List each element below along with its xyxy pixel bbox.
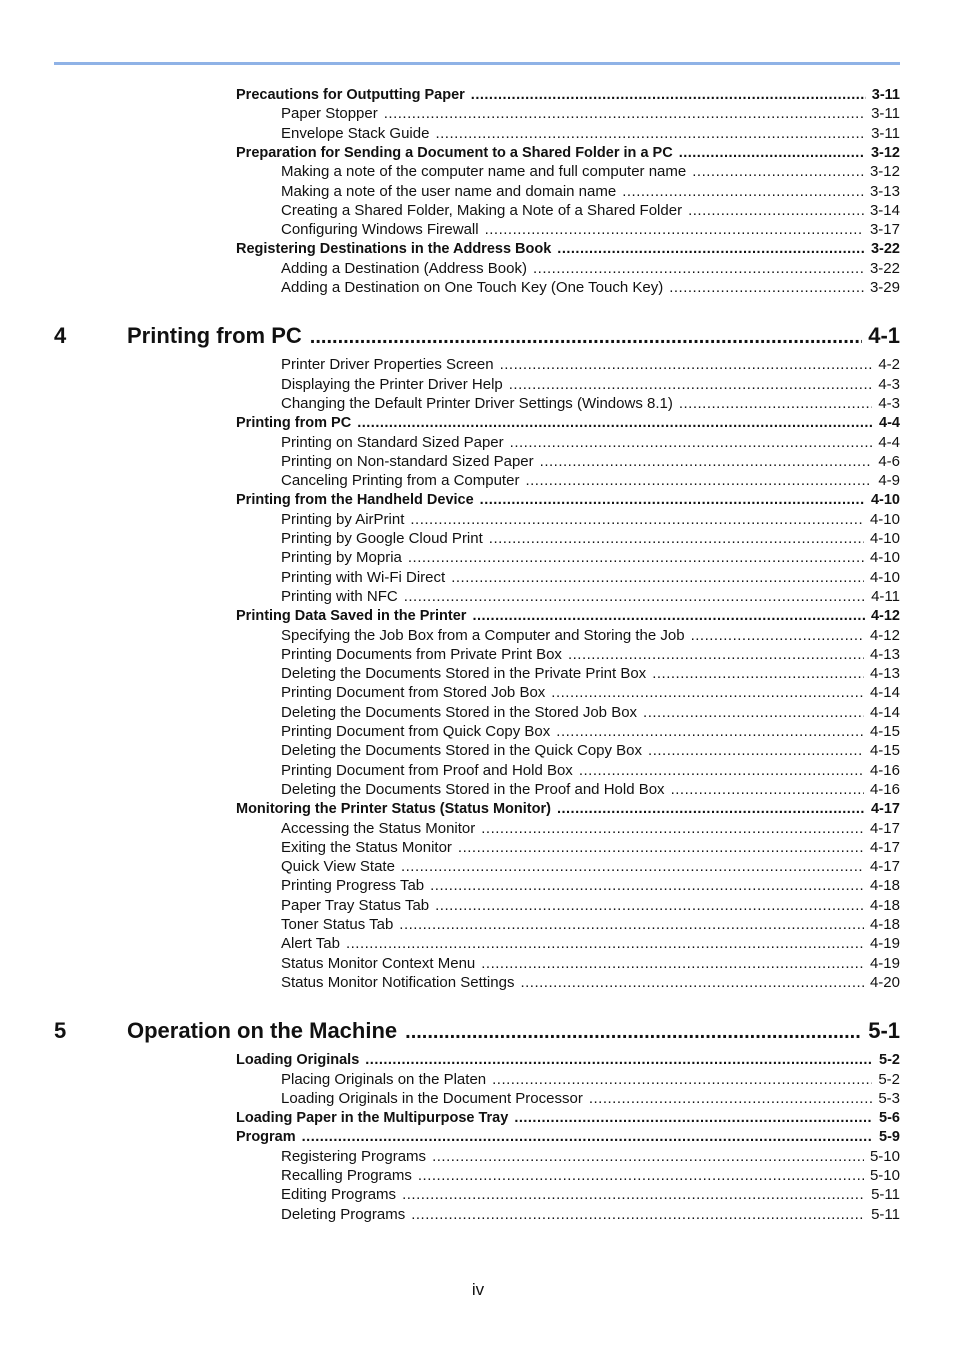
toc-subsection-entry[interactable] xyxy=(281,510,900,530)
entry-page: 4-4 xyxy=(879,415,900,432)
dot-leader xyxy=(432,1147,864,1167)
entry-page: 4-18 xyxy=(869,896,900,914)
dot-leader xyxy=(418,1166,864,1186)
toc-subsection-entry[interactable] xyxy=(281,761,900,781)
toc-subsection-entry[interactable] xyxy=(281,838,900,858)
page-number: iv xyxy=(471,1280,485,1299)
dot-leader xyxy=(514,1108,873,1128)
dot-leader xyxy=(622,182,864,202)
entry-title: Loading Paper in the Multipurpose Tray xyxy=(236,1110,509,1127)
entry-page: 3-11 xyxy=(871,87,900,103)
dot-leader xyxy=(692,162,864,182)
dot-leader xyxy=(691,626,864,646)
entry-title: Exiting the Status Monitor xyxy=(281,838,452,856)
entry-title: Printing from the Handheld Device xyxy=(236,492,474,509)
dot-leader xyxy=(557,239,865,259)
dot-leader xyxy=(481,819,864,839)
toc-subsection-entry[interactable] xyxy=(281,664,900,684)
entry-title: Printing by Mopria xyxy=(281,549,402,567)
toc-section-entry[interactable] xyxy=(236,1127,900,1147)
entry-page: 4-18 xyxy=(869,916,900,933)
dot-leader xyxy=(489,529,864,549)
entry-title: Adding a Destination (Address Book) xyxy=(281,259,527,277)
entry-title: Placing Originals on the Platen xyxy=(281,1070,487,1088)
dot-leader xyxy=(408,548,864,568)
entry-page: 3-13 xyxy=(869,182,900,200)
dot-leader xyxy=(533,259,864,279)
entry-page: 4-10 xyxy=(869,530,900,547)
entry-page: 4-12 xyxy=(869,626,900,644)
entry-page: 5-10 xyxy=(869,1147,900,1165)
entry-title: Registering Programs xyxy=(281,1147,427,1165)
toc-subsection-entry[interactable] xyxy=(281,201,900,221)
dot-leader xyxy=(509,375,873,395)
entry-title: Printing with NFC xyxy=(281,587,398,605)
dot-leader xyxy=(410,510,864,530)
dot-leader xyxy=(557,799,865,819)
dot-leader xyxy=(679,143,865,163)
entry-title: Quick View State xyxy=(281,858,395,876)
dot-leader xyxy=(411,1205,865,1225)
toc-subsection-entry[interactable] xyxy=(281,1185,900,1205)
entry-title: Printing by AirPrint xyxy=(281,510,405,528)
dot-leader xyxy=(589,1089,872,1109)
chapter-number: 4 xyxy=(54,323,67,349)
toc-subsection-entry[interactable] xyxy=(281,587,900,607)
entry-page: 3-12 xyxy=(870,144,900,161)
entry-page: 4-3 xyxy=(878,375,900,393)
entry-page: 4-13 xyxy=(869,665,900,683)
entry-page: 4-6 xyxy=(878,452,900,470)
entry-page: 3-14 xyxy=(869,201,900,219)
toc-section-entry[interactable] xyxy=(236,490,900,510)
dot-leader xyxy=(401,857,864,877)
entry-page: 5-6 xyxy=(879,1110,900,1127)
dot-leader xyxy=(302,1127,873,1147)
entry-page: 4-16 xyxy=(869,761,900,779)
entry-page: 4-18 xyxy=(869,877,900,895)
entry-title: Program xyxy=(236,1129,296,1146)
entry-page: 5-2 xyxy=(879,1052,900,1069)
dot-leader xyxy=(435,896,864,916)
entry-page: 4-3 xyxy=(878,394,900,412)
entry-title: Deleting the Documents Stored in the Quick Copy Box xyxy=(281,742,643,760)
entry-title: Displaying the Printer Driver Help xyxy=(281,375,503,393)
dot-leader xyxy=(671,780,864,800)
dot-leader xyxy=(492,1070,872,1090)
entry-page: 3-11 xyxy=(871,124,900,142)
entry-page: 4-2 xyxy=(878,356,900,374)
dot-leader xyxy=(669,278,864,298)
toc-subsection-entry[interactable] xyxy=(281,1205,900,1225)
toc-section-entry[interactable] xyxy=(236,1050,900,1070)
entry-page: 4-17 xyxy=(869,838,900,856)
dot-leader xyxy=(525,471,872,491)
entry-title: Changing the Default Printer Driver Settings (Windows 8.1) xyxy=(281,394,673,412)
entry-page: 4-20 xyxy=(869,973,900,991)
dot-leader xyxy=(435,124,865,144)
toc-subsection-entry[interactable] xyxy=(281,355,900,375)
dot-leader xyxy=(458,838,864,858)
dot-leader xyxy=(556,722,864,742)
entry-title: Printing on Non-standard Sized Paper xyxy=(281,452,534,470)
entry-title: Preparation for Sending a Document to a Shared Folder in a PC xyxy=(236,144,673,161)
entry-page: 3-22 xyxy=(869,259,900,277)
entry-title: Monitoring the Printer Status (Status Monitor) xyxy=(236,801,551,818)
dot-leader xyxy=(688,201,864,221)
entry-title: Printer Driver Properties Screen xyxy=(281,356,494,374)
dot-leader xyxy=(579,761,864,781)
entry-page: 4-10 xyxy=(869,568,900,586)
toc-subsection-entry[interactable] xyxy=(281,1166,900,1186)
toc-subsection-entry[interactable] xyxy=(281,1147,900,1167)
entry-title: Operation on the Machine xyxy=(127,1018,398,1044)
entry-title: Accessing the Status Monitor xyxy=(281,819,476,837)
entry-title: Loading Originals xyxy=(236,1052,360,1069)
entry-title: Making a note of the computer name and full computer name xyxy=(281,163,687,181)
entry-title: Envelope Stack Guide xyxy=(281,124,430,142)
dot-leader xyxy=(384,104,865,124)
entry-page: 4-14 xyxy=(869,703,900,721)
entry-page: 4-4 xyxy=(878,433,900,451)
entry-page: 4-13 xyxy=(869,645,900,663)
dot-leader xyxy=(399,915,864,935)
dot-leader xyxy=(500,355,873,375)
entry-title: Printing Document from Stored Job Box xyxy=(281,684,546,702)
toc-subsection-entry[interactable] xyxy=(281,568,900,588)
dot-leader xyxy=(451,568,864,588)
entry-title: Printing with Wi-Fi Direct xyxy=(281,568,446,586)
toc-section-entry[interactable] xyxy=(236,606,900,626)
dot-leader xyxy=(310,322,862,351)
dot-leader xyxy=(365,1050,873,1070)
dot-leader xyxy=(481,954,864,974)
entry-page: 4-12 xyxy=(870,608,900,625)
toc-subsection-entry[interactable] xyxy=(281,278,900,298)
entry-title: Printing Documents from Private Print Box xyxy=(281,645,562,663)
entry-page: 4-11 xyxy=(871,587,900,605)
entry-page: 4-9 xyxy=(878,472,900,490)
dot-leader xyxy=(652,664,864,684)
entry-title: Printing Data Saved in the Printer xyxy=(236,608,467,625)
toc-subsection-entry[interactable] xyxy=(281,915,900,935)
entry-title: Loading Originals in the Document Processor xyxy=(281,1089,583,1107)
toc-section-entry[interactable] xyxy=(236,85,900,105)
toc-subsection-entry[interactable] xyxy=(281,819,900,839)
entry-title: Paper Stopper xyxy=(281,105,378,123)
dot-leader xyxy=(402,1185,865,1205)
entry-title: Printing Document from Proof and Hold Box xyxy=(281,761,573,779)
toc-section-entry[interactable] xyxy=(236,143,900,163)
entry-title: Deleting the Documents Stored in the Private Print Box xyxy=(281,665,647,683)
entry-title: Deleting the Documents Stored in the Proof and Hold Box xyxy=(281,780,665,798)
dot-leader xyxy=(648,741,864,761)
toc-section-entry[interactable] xyxy=(236,239,900,259)
toc-subsection-entry[interactable] xyxy=(281,934,900,954)
entry-page: 4-15 xyxy=(869,723,900,740)
entry-page: 4-19 xyxy=(869,935,900,953)
toc-section-entry[interactable] xyxy=(236,1108,900,1128)
toc-subsection-entry[interactable] xyxy=(281,703,900,723)
entry-page: 4-19 xyxy=(869,954,900,972)
entry-page: 4-17 xyxy=(869,819,900,837)
entry-title: Printing Progress Tab xyxy=(281,877,425,895)
toc-subsection-entry[interactable] xyxy=(281,471,900,491)
toc-section-entry[interactable] xyxy=(236,413,900,433)
dot-leader xyxy=(357,413,873,433)
entry-title: Printing by Google Cloud Print xyxy=(281,530,483,547)
entry-title: Toner Status Tab xyxy=(281,916,394,933)
dot-leader xyxy=(551,683,864,703)
toc-subsection-entry[interactable] xyxy=(281,896,900,916)
entry-title: Paper Tray Status Tab xyxy=(281,896,430,914)
entry-title: Status Monitor Context Menu xyxy=(281,954,476,972)
toc-subsection-entry[interactable] xyxy=(281,1089,900,1109)
toc-subsection-entry[interactable] xyxy=(281,780,900,800)
dot-leader xyxy=(404,587,865,607)
dot-leader xyxy=(568,645,864,665)
entry-page: 5-2 xyxy=(878,1070,900,1088)
entry-title: Printing from PC xyxy=(236,415,352,432)
toc-subsection-entry[interactable] xyxy=(281,182,900,202)
entry-title: Editing Programs xyxy=(281,1186,397,1204)
entry-page: 5-10 xyxy=(869,1167,900,1184)
entry-title: Deleting Programs xyxy=(281,1205,406,1223)
toc-subsection-entry[interactable] xyxy=(281,104,900,124)
dot-leader xyxy=(472,606,865,626)
toc-subsection-entry[interactable] xyxy=(281,626,900,646)
toc-subsection-entry[interactable] xyxy=(281,857,900,877)
entry-page: 4-10 xyxy=(869,549,900,567)
entry-page: 5-9 xyxy=(879,1129,900,1146)
entry-page: 4-10 xyxy=(869,510,900,528)
entry-title: Specifying the Job Box from a Computer and Storing the Job xyxy=(281,626,685,644)
toc-subsection-entry[interactable] xyxy=(281,683,900,703)
toc-subsection-entry[interactable] xyxy=(281,973,900,993)
toc-subsection-entry[interactable] xyxy=(281,220,900,240)
dot-leader xyxy=(510,433,873,453)
header-rule xyxy=(54,62,900,65)
toc-subsection-entry[interactable] xyxy=(281,722,900,742)
dot-leader xyxy=(405,1017,862,1046)
dot-leader xyxy=(540,452,873,472)
toc-subsection-entry[interactable] xyxy=(281,394,900,414)
entry-title: Deleting the Documents Stored in the Stored Job Box xyxy=(281,703,638,721)
toc-subsection-entry[interactable] xyxy=(281,529,900,549)
entry-page: 5-11 xyxy=(871,1205,900,1223)
toc-subsection-entry[interactable] xyxy=(281,876,900,896)
entry-page: 4-16 xyxy=(869,780,900,798)
entry-title: Creating a Shared Folder, Making a Note of a Shared Folder xyxy=(281,201,683,219)
dot-leader xyxy=(480,490,865,510)
entry-title: Precautions for Outputting Paper xyxy=(236,87,465,103)
entry-page: 4-14 xyxy=(869,684,900,702)
dot-leader xyxy=(643,703,864,723)
entry-page: 4-1 xyxy=(868,323,900,349)
chapter-number: 5 xyxy=(54,1018,67,1044)
entry-page: 5-3 xyxy=(878,1089,900,1107)
entry-page: 5-1 xyxy=(868,1018,900,1044)
entry-title: Status Monitor Notification Settings xyxy=(281,973,515,991)
toc-subsection-entry[interactable] xyxy=(281,124,900,144)
entry-title: Configuring Windows Firewall xyxy=(281,221,479,239)
entry-page: 3-29 xyxy=(869,279,900,296)
entry-page: 3-17 xyxy=(869,221,900,239)
toc-subsection-entry[interactable] xyxy=(281,548,900,568)
toc-subsection-entry[interactable] xyxy=(281,741,900,761)
dot-leader xyxy=(430,876,864,896)
entry-title: Printing on Standard Sized Paper xyxy=(281,433,504,451)
dot-leader xyxy=(485,220,864,240)
toc-subsection-entry[interactable] xyxy=(281,954,900,974)
toc-subsection-entry[interactable] xyxy=(281,375,900,395)
entry-page: 4-17 xyxy=(869,858,900,876)
toc-subsection-entry[interactable] xyxy=(281,645,900,665)
toc-subsection-entry[interactable] xyxy=(281,433,900,453)
toc-subsection-entry[interactable] xyxy=(281,1070,900,1090)
dot-leader xyxy=(520,973,864,993)
dot-leader xyxy=(346,934,864,954)
entry-title: Printing Document from Quick Copy Box xyxy=(281,723,551,740)
entry-page: 3-22 xyxy=(870,241,900,258)
toc-subsection-entry[interactable] xyxy=(281,162,900,182)
entry-title: Alert Tab xyxy=(281,935,340,953)
dot-leader xyxy=(471,85,866,105)
entry-title: Adding a Destination on One Touch Key (One Touch Key) xyxy=(281,279,664,296)
entry-page: 5-11 xyxy=(871,1186,900,1204)
entry-page: 3-12 xyxy=(869,163,900,181)
toc-chapter-entry[interactable] xyxy=(54,321,900,351)
toc-chapter-entry[interactable] xyxy=(54,1016,900,1046)
entry-title: Printing from PC xyxy=(127,323,302,349)
entry-title: Canceling Printing from a Computer xyxy=(281,472,520,490)
toc-subsection-entry[interactable] xyxy=(281,452,900,472)
entry-title: Registering Destinations in the Address Book xyxy=(236,241,552,258)
entry-page: 4-15 xyxy=(869,742,900,760)
entry-title: Recalling Programs xyxy=(281,1167,412,1184)
entry-page: 4-10 xyxy=(870,492,900,509)
entry-page: 4-17 xyxy=(870,801,900,818)
toc-subsection-entry[interactable] xyxy=(281,259,900,279)
entry-page: 3-11 xyxy=(871,105,900,123)
entry-title: Making a note of the user name and domain name xyxy=(281,182,617,200)
dot-leader xyxy=(679,394,872,414)
toc-section-entry[interactable] xyxy=(236,799,900,819)
